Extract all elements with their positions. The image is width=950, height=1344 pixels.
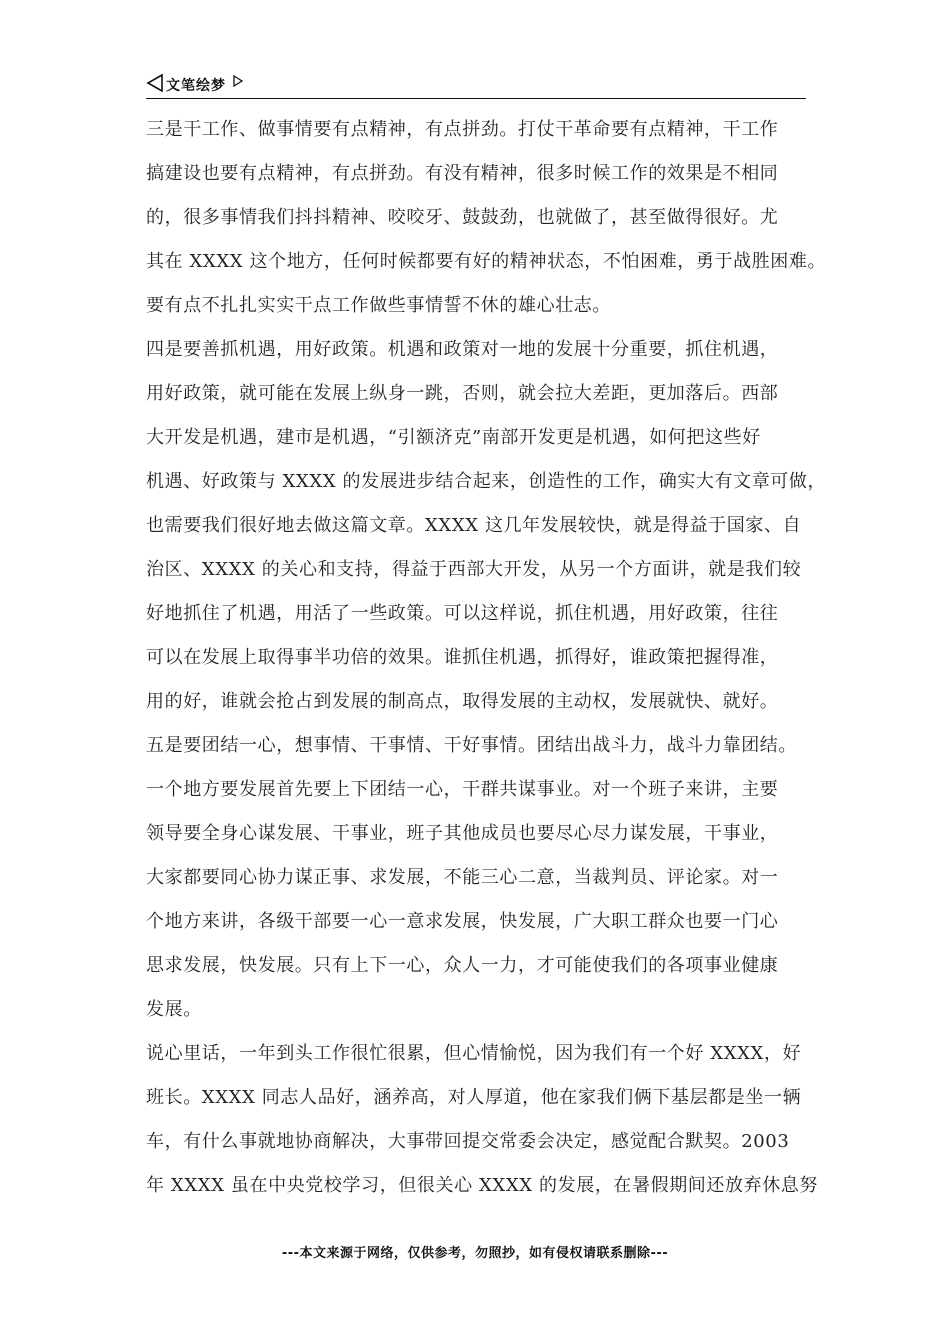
text-line: 治区、XXXX 的关心和支持，得益于西部大开发，从另一个方面讲，就是我们较	[146, 559, 802, 580]
text-line: 车，有什么事就地协商解决，大事带回提交常委会决定，感觉配合默契。2003	[146, 1131, 790, 1152]
text-line: 大家都要同心协力谋正事、求发展，不能三心二意，当裁判员、评论家。对一	[146, 867, 779, 888]
text-line: 其在 XXXX 这个地方，任何时候都要有好的精神状态，不怕困难，勇于战胜困难。	[146, 251, 827, 272]
header-title: 文笔绘梦	[166, 78, 226, 94]
text-line: 个地方来讲，各级干部要一心一意求发展，快发展，广大职工群众也要一门心	[146, 911, 779, 932]
text-line: 好地抓住了机遇，用活了一些政策。可以这样说，抓住机遇，用好政策，往往	[146, 603, 779, 624]
text-line: 搞建设也要有点精神，有点拼劲。有没有精神，很多时候工作的效果是不相同	[146, 163, 779, 184]
text-line: 一个地方要发展首先要上下团结一心，干群共谋事业。对一个班子来讲，主要	[146, 779, 779, 800]
left-triangle-icon	[146, 74, 164, 92]
footer-notice: ---本文来源于网络，仅供参考，勿照抄，如有侵权请联系删除---	[281, 1246, 669, 1261]
text-line: 的，很多事情我们抖抖精神、咬咬牙、鼓鼓劲，也就做了，甚至做得很好。尤	[146, 207, 779, 228]
text-line: 发展。	[146, 999, 202, 1020]
text-line: 用好政策，就可能在发展上纵身一跳，否则，就会拉大差距，更加落后。西部	[146, 383, 779, 404]
text-line: 三是干工作、做事情要有点精神，有点拼劲。打仗干革命要有点精神，干工作	[146, 119, 779, 140]
text-line: 年 XXXX 虽在中央党校学习，但很关心 XXXX 的发展，在暑假期间还放弃休息努	[146, 1175, 818, 1196]
text-line: 机遇、好政策与 XXXX 的发展进步结合起来，创造性的工作，确实大有文章可做，	[146, 471, 827, 492]
text-line: 领导要全身心谋发展、干事业，班子其他成员也要尽心尽力谋发展，干事业，	[146, 823, 779, 844]
text-line: 四是要善抓机遇，用好政策。机遇和政策对一地的发展十分重要，抓住机遇，	[146, 339, 779, 360]
text-line: 五是要团结一心，想事情、干事情、干好事情。团结出战斗力，战斗力靠团结。	[146, 735, 797, 756]
text-line: 可以在发展上取得事半功倍的效果。谁抓住机遇，抓得好，谁政策把握得准，	[146, 647, 779, 668]
text-line: 用的好，谁就会抢占到发展的制高点，取得发展的主动权，发展就快、就好。	[146, 691, 779, 712]
page-header	[146, 72, 806, 99]
document-body	[146, 108, 827, 1208]
text-line: 班长。XXXX 同志人品好，涵养高，对人厚道，他在家我们俩下基层都是坐一辆	[146, 1087, 802, 1108]
text-line: 要有点不扎扎实实干点工作做些事情誓不休的雄心壮志。	[146, 295, 611, 316]
text-line: 大开发是机遇，建市是机遇，“引额济克”南部开发更是机遇，如何把这些好	[146, 427, 761, 448]
right-triangle-icon	[232, 74, 244, 88]
text-line: 思求发展，快发展。只有上下一心，众人一力，才可能使我们的各项事业健康	[146, 955, 779, 976]
text-line: 说心里话，一年到头工作很忙很累，但心情愉悦，因为我们有一个好 XXXX，好	[146, 1043, 802, 1064]
text-line: 也需要我们很好地去做这篇文章。XXXX 这几年发展较快，就是得益于国家、自	[146, 515, 802, 536]
